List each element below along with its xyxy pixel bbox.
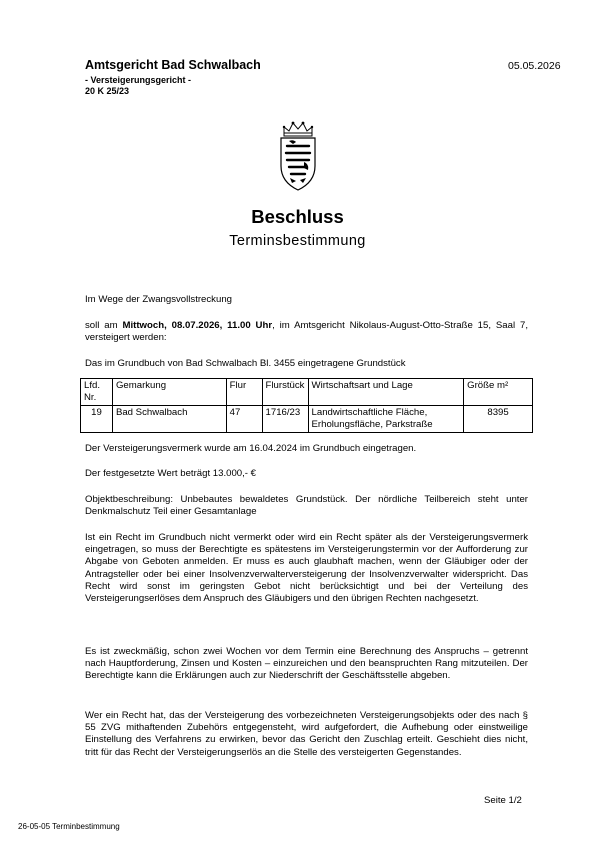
document-date: 05.05.2026 [508, 60, 561, 72]
paragraph-zuschlag: Wer ein Recht hat, das der Versteigerung des vorbezeichneten Versteigerungsobjekts oder des nach § 55 ZVG mithaftenden Zubehörs entgegensteht, wird aufgefordert, die Aufhebung oder einstweilige Einstellung des Verfahrens zu erwirken, bevor das Gericht den Zuschlag erteilt. Geschieht dies nicht, tritt für das Recht der Versteigerungserlös an die Stelle des versteigerten Gegenstandes. [85, 710, 528, 758]
intro-text: Im Wege der Zwangsvollstreckung [85, 294, 232, 305]
cell-lfd-nr: 19 [81, 406, 113, 433]
vermerk-text: Der Versteigerungsvermerk wurde am 16.04.2024 im Grundbuch eingetragen. [85, 443, 417, 454]
header-flur: Flur [226, 379, 262, 406]
property-table [80, 378, 533, 433]
hesse-coat-of-arms-icon [278, 120, 318, 192]
term-location: , im Amtsgericht Nikolaus-August-Otto-Straße 15, Saal 7, versteigert werden: [85, 320, 528, 344]
table-header-row [81, 379, 533, 406]
cell-flurstueck: 1716/23 [262, 406, 308, 433]
file-number: 20 K 25/23 [85, 86, 130, 96]
document-subtitle: Terminsbestimmung [229, 233, 366, 249]
table-row [81, 406, 533, 433]
court-type: - Versteigerungsgericht - [85, 75, 192, 85]
document-reference: 26-05-05 Terminbestimmung [18, 822, 120, 831]
objekt-text: Objektbeschreibung: Unbebautes bewaldetes Grundstück. Der nördliche Teilbereich steht unter Denkmalschutz Teil einer Gesamtanlage [85, 494, 528, 518]
header-gemarkung: Gemarkung [112, 379, 226, 406]
header-flurstueck: Flurstück [262, 379, 308, 406]
paragraph-anmeldung: Ist ein Recht im Grundbuch nicht vermerkt oder wird ein Recht später als der Versteigerungsvermerk eingetragen, so muss der Berechtigte es spätestens im Versteigerungstermin vor der Aufforderung zur Abgabe von Geboten anmelden. Er muss es auch glaubhaft machen, wenn der Gläubiger oder der Antragsteller oder bei einer Insolvenzverwalterversteigerung der Insolvenzverwalter widerspricht. Das Recht wird sonst im geringsten Gebot nicht berücksichtigt und bei der Verteilung des Versteigerungserlöses dem Anspruch des Gläubigers und den übrigen Rechten nachgesetzt. [85, 532, 528, 605]
term-datetime: Mittwoch, 08.07.2026, 11.00 Uhr [122, 320, 273, 331]
page-number: Seite 1/2 [484, 795, 522, 806]
cell-gemarkung: Bad Schwalbach [112, 406, 226, 433]
header-wirtschaftsart: Wirtschaftsart und Lage [308, 379, 464, 406]
court-name: Amtsgericht Bad Schwalbach [85, 58, 261, 72]
header-lfd-nr: Lfd. Nr. [81, 379, 113, 406]
wert-text: Der festgesetzte Wert beträgt 13.000,- € [85, 468, 257, 479]
document-title: Beschluss [251, 206, 344, 227]
term-pre: soll am [85, 320, 123, 331]
paragraph-berechnung: Es ist zweckmäßig, schon zwei Wochen vor dem Termin eine Berechnung des Anspruchs – getrennt nach Hauptforderung, Zinsen und Kosten – einzureichen und den beanspruchten Rang mitzuteilen. Der Berechtigte kann die Erklärungen auch zur Niederschrift der Geschäftsstelle abgeben. [85, 646, 528, 682]
term-text [85, 320, 528, 344]
cell-groesse: 8395 [464, 406, 533, 433]
header-groesse: Größe m² [464, 379, 533, 406]
cell-wirtschaftsart: Landwirtschaftliche Fläche, Erholungsfläche, Parkstraße [308, 406, 464, 433]
grundbuch-text: Das im Grundbuch von Bad Schwalbach Bl. 3455 eingetragene Grundstück [85, 358, 406, 369]
cell-flur: 47 [226, 406, 262, 433]
